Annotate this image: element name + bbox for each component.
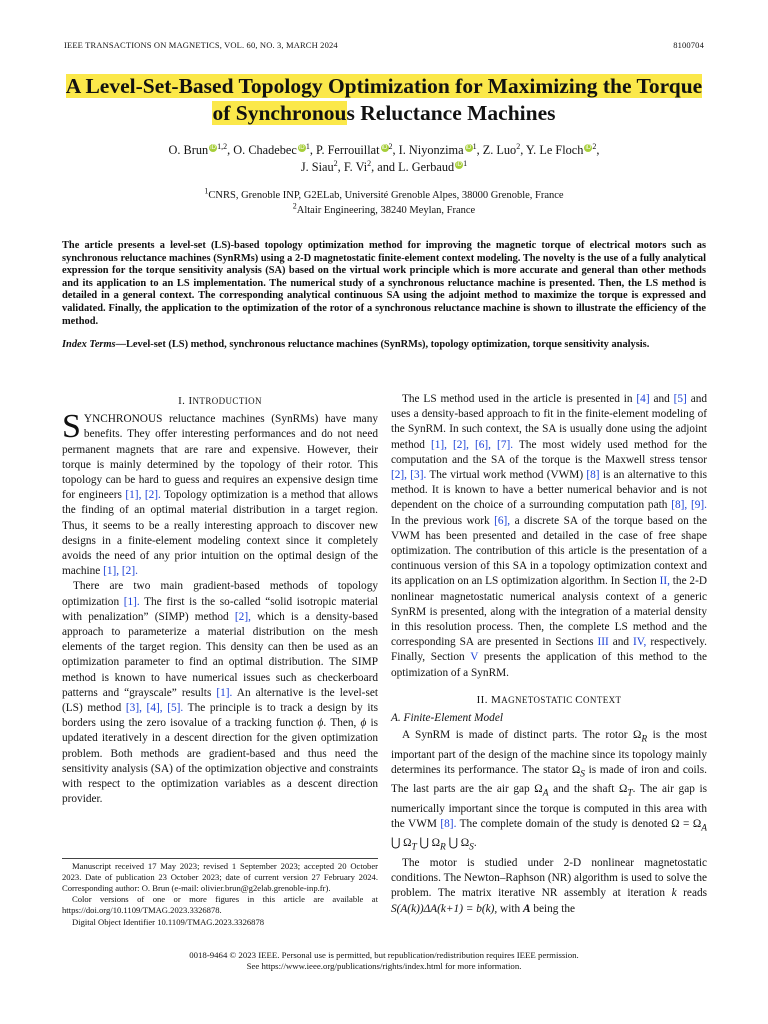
citation-link[interactable]: [1], [2], [6], [7]. xyxy=(430,438,514,451)
orcid-icon[interactable]: iD xyxy=(465,144,472,151)
paragraph: A SynRM is made of distinct parts. The rotor $\Omega_R$ is the most important part of the design of the machine since its topology mainly determines its performance. The stator $\Omega_S$ is made of iron and coils. The last parts are the air gap $\Omega_A$ and the shaft $\Omega_T$. The air gap is numerically important since the torque is computed in this area with the VWM [8]. The complete domain of the study is denoted $\Omega = \Omega_A$ ⋃ $\Omega_T$ ⋃ $\Omega_R$ ⋃ $\Omega_S$. xyxy=(391,729,708,853)
section-link[interactable]: IV, xyxy=(633,636,647,649)
citation-link[interactable]: [3], [4], [5]. xyxy=(125,702,184,715)
index-terms-text: Level-set (LS) method, synchronous reluctance machines (SynRMs), topology optimization, torque sensitivity analysis. xyxy=(126,339,650,350)
author: Y. Le Floch $iD^2$, xyxy=(525,141,600,157)
orcid-icon[interactable]: iD xyxy=(298,144,305,151)
affiliation: $^2$Altair Engineering, 38240 Meylan, France xyxy=(292,201,476,216)
journal-header: IEEE TRANSACTIONS ON MAGNETICS, VOL. 60, NO. 3, MARCH 2024 xyxy=(64,40,338,50)
index-terms: Index Terms—Level-set (LS) method, synchronous reluctance machines (SynRMs), topology optimization, torque sensitivity analysis. xyxy=(62,339,650,350)
paragraph: There are two main gradient-based methods of topology optimization [1]. The first is the so-called “solid isotropic material with penalization” (SIMP) method [2], which is a density-based approach to parameterize a material distribution on the mesh elements of the target region. This density can then be used as an optimization parameter to find an optimal distribution. The SIMP method is known to have numerical issues such as checkerboard patterns and “grayscale” results [1]. An alternative is the level-set (LS) method [3], [4], [5]. The principle is to track a design by its borders using the zero isovalue of a tracking function ϕ. Then, ϕ is updated iteratively in a descent direction for the given optimization problem. Both methods are gradient-based and thus need the sensitivity analysis (SA) of the optimization objective and constraints with respect to the optimization variables as a descent direction provider. xyxy=(62,580,379,806)
paragraph: SYNCHRONOUS reluctance machines (SynRMs) have many benefits. They offer interesting performances and do not need permanent magnets that are rare and expensive. However, their torque is mainly determined by the topology of their rotor. This topology can be hard to guess and requires an expensive design time for engineers [1], [2]. Topology optimization is a method that allows the finding of an optimal material distribution in a target region. Thus, it seems to be a really interesting approach to discover new designs in a finite-element modeling context since it completely avoids the need of any prior intuition on the optimal design of the machine [1], [2]. xyxy=(62,408,378,578)
section-link[interactable]: V xyxy=(470,651,479,664)
orcid-icon[interactable]: iD xyxy=(210,144,216,151)
section-heading-introduction: I. INTRODUCTION xyxy=(178,395,262,407)
copyright-rights-line: See https://www.ieee.org/publications/rights/index.html for more information. xyxy=(246,961,522,971)
citation-link[interactable]: [1], [2]. xyxy=(103,565,138,578)
subsection-heading: A. Finite-Element Model xyxy=(391,712,503,725)
section-heading-magnetostatic: II. MAGNETOSTATIC CONTEXT xyxy=(476,693,622,706)
section-link[interactable]: II, xyxy=(659,575,670,588)
citation-link[interactable]: [8] xyxy=(586,469,600,482)
abstract: The article presents a level-set (LS)-based topology optimization method for improving the magnetic torque of electrical motors such as synchronous reluctance machines (SynRMs) using a 2-D magnetostatic finite-element context modeling. The novelty is the use of a fully analytical expression for the torque sensitivity analysis (SA) based on the virtual work principle which is more accurate and general than other methods and its application to an LS implementation. The numerical study of a synchronous reluctance machine is presented. Then, the LS method is detailed in a general context. The corresponding analytical continuous SA using the adjoint method to maximize the torque is expressed and validated. Finally, the application to the optimization of the rotor of a synchronous reluctance machine is shown to illustrate the efficiency of the method. xyxy=(62,240,706,327)
citation-link[interactable]: [1]. xyxy=(123,595,140,608)
right-column xyxy=(391,392,707,917)
copyright-notice xyxy=(0,950,768,972)
author: L. Gerbaud $iD^1$ xyxy=(398,158,468,174)
paragraph: The LS method used in the article is presented in [4] and [5] and uses a density-based approach to fit in the finite-element modeling of the SynRM. In such context, the SA is usually done using the adjoint method [1], [2], [6], [7]. The most widely used method for the computation and the SA of the torque is the Maxwell stress tensor [2], [3]. The virtual work method (VWM) [8] is an alternative to this method. It is known to have a better numerical behavior and is not dependent on the choice of a surrounding computation path [8], [9]. In the previous work [6], a discrete SA of the torque based on the VWM has been presented and detailed in the case of free shape optimization. The contribution of this article is the presentation of a continuous version of this SA in a topology optimization context and its application on an LS optimization algorithm. In Section II, the 2-D nonlinear magnetostatic numerical analysis context of a generic SynRM is presented, along with the integration of a material density in this resolution process. Then, the complete LS method and the corresponding SA are presented in Sections III and IV, respectively. Finally, Section V presents the application of this method to the optimization of a SynRM. xyxy=(391,393,708,679)
citation-link[interactable]: [2], [3]. xyxy=(391,469,427,482)
author: O. Chadebec $iD^1$, xyxy=(233,141,316,157)
author: Z. Luo$^2$, xyxy=(482,141,526,157)
citation-link[interactable]: [8]. xyxy=(440,818,457,831)
orcid-icon[interactable]: iD xyxy=(381,144,388,151)
footnote-doi: Digital Object Identifier 10.1109/TMAG.2023.3326878 xyxy=(72,916,265,927)
title-rest: s Reluctance Machines xyxy=(346,101,556,125)
citation-link[interactable]: [1], [2]. xyxy=(125,489,161,502)
author: P. Ferrouillat $iD^2$, xyxy=(315,141,399,157)
paragraph: The motor is studied under 2-D nonlinear magnetostatic conditions. The Newton–Raphson (NR) algorithm is used to solve the problem. The matrix iterative NR assembly at iteration k reads S(A(k))ΔA(k+1) = b(k), with A being the xyxy=(391,856,707,915)
equation: S(A(k))ΔA(k+1) = b(k), xyxy=(391,902,498,915)
section-link[interactable]: III xyxy=(597,636,609,649)
author: J. Siau$^2$, xyxy=(300,158,344,174)
citation-link[interactable]: [1]. xyxy=(216,686,233,699)
copyright-line: 0018-9464 © 2023 IEEE. Personal use is permitted, but republication/redistribution requires IEEE permission. xyxy=(189,950,579,960)
article-number: 8100704 xyxy=(673,40,704,50)
author: O. Brun iD$^{1,2}$, xyxy=(168,141,234,157)
citation-link[interactable]: [4] xyxy=(636,393,650,405)
author: I. Niyonzima $iD^1$, xyxy=(398,141,483,157)
footnotes xyxy=(62,858,378,929)
left-column xyxy=(62,392,378,807)
footnote-color: Color versions of one or more figures in this article are available at https://doi.org/10.1109/TMAG.2023.3326878. xyxy=(62,894,378,916)
citation-link[interactable]: [5] xyxy=(673,393,687,405)
author-list xyxy=(80,142,688,176)
footnote-manuscript: Manuscript received 17 May 2023; revised 1 September 2023; accepted 20 October 2023. Date of publication 23 October 2023; date of current version 27 February 2024. Corresponding author: O. Brun (e-mail: olivier.brun@g2elab.grenoble-inp.fr). xyxy=(62,861,378,893)
orcid-icon[interactable]: iD xyxy=(456,161,462,168)
index-terms-label: Index Terms xyxy=(62,339,116,350)
title-highlighted: A Level-Set-Based Topology Optimization for Maximizing the Torque of Synchronou xyxy=(65,74,703,125)
affiliation: $^1$CNRS, Grenoble INP, G2ELab, Université Grenoble Alpes, 38000 Grenoble, France xyxy=(204,186,564,201)
citation-link[interactable]: [6], xyxy=(494,514,511,527)
paper-title xyxy=(60,73,708,127)
citation-link[interactable]: [2], xyxy=(234,610,251,623)
author: F. Vi$^2$, and xyxy=(343,158,399,174)
citation-link[interactable]: [8], [9]. xyxy=(671,499,707,512)
dropcap: S xyxy=(62,408,81,446)
orcid-icon[interactable]: iD xyxy=(585,144,592,151)
